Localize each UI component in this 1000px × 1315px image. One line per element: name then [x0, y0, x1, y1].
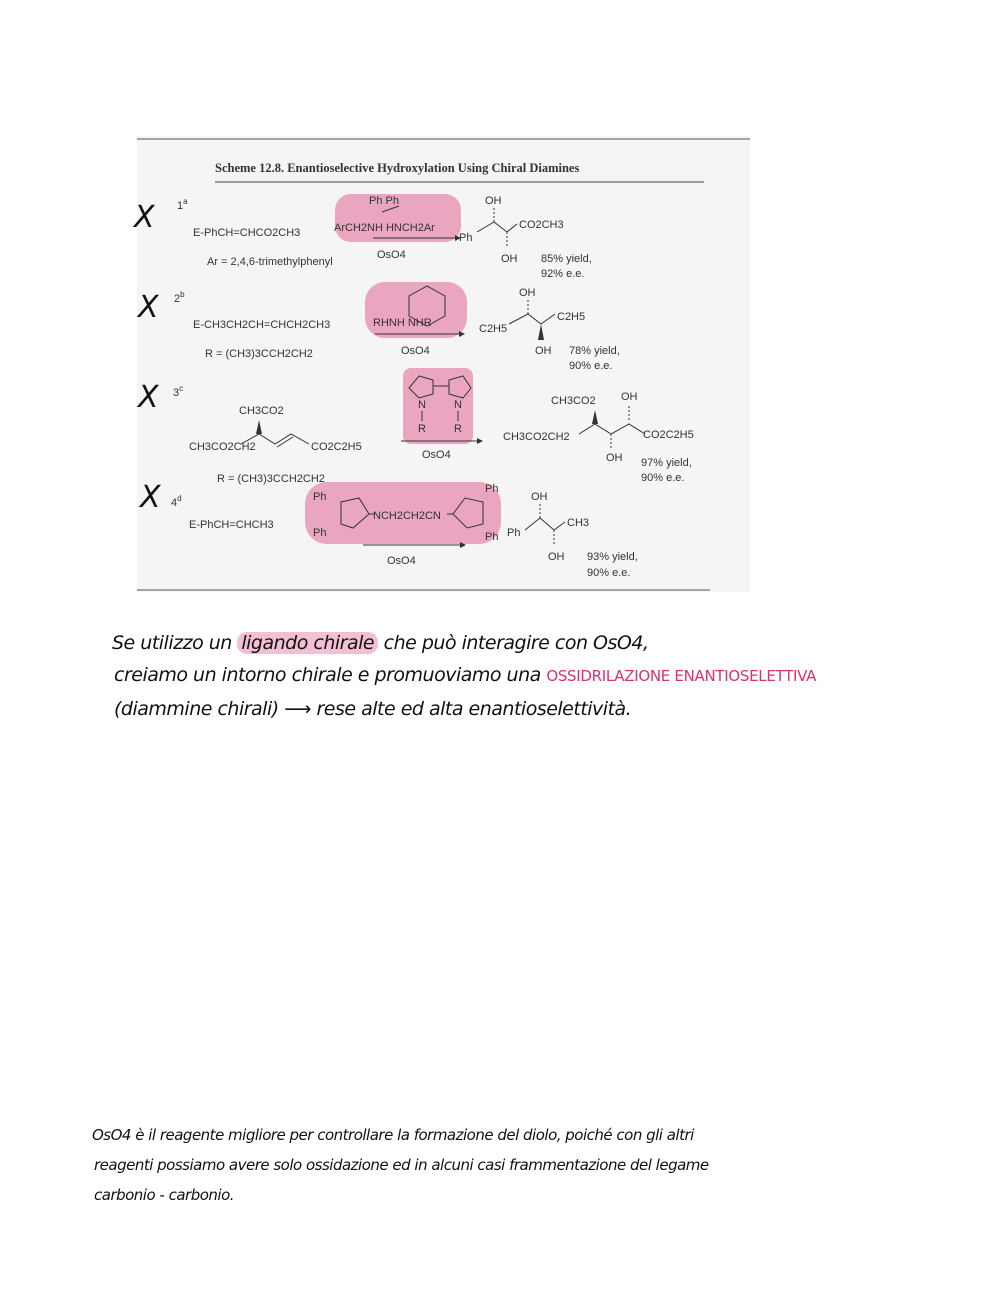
substrate-group: CO2C2H5 [311, 441, 362, 453]
ligand-label: R [454, 423, 462, 435]
entry-superscript: a [183, 197, 188, 206]
ligand-label: Ph Ph [369, 195, 399, 207]
entry-superscript: b [180, 290, 185, 299]
product-group: OH [501, 253, 518, 265]
entry-number: 3 [173, 387, 180, 399]
entry-number: 1 [177, 200, 184, 212]
product-group: OH [548, 551, 565, 563]
cross-mark: X [138, 290, 159, 325]
entry-superscript: d [177, 494, 182, 503]
substrate-group: CH3CO2 [239, 405, 284, 417]
ligand-label: Ph [485, 531, 499, 543]
substrate-group: CH3CO2CH2 [189, 441, 256, 453]
product-group: CH3CO2 [551, 395, 596, 407]
entry-superscript: c [179, 384, 184, 393]
substrate: E-CH3CH2CH=CHCH2CH3 [193, 319, 331, 331]
ligand-label: NCH2CH2CN [373, 510, 441, 522]
yield-text: 93% yield, [587, 551, 638, 563]
product-group: OH [621, 391, 638, 403]
pink-term: OSSIDRILAZIONE ENANTIOSELETTIVA [546, 667, 817, 685]
product-group: C2H5 [479, 323, 508, 335]
note-text: che può interagire con OsO4, [383, 632, 649, 654]
highlighted-term: ligando chirale [237, 632, 378, 654]
product-group: CH3 [567, 517, 590, 529]
ligand-label: Ph [313, 491, 327, 503]
product-group: OH [519, 287, 536, 299]
ee-text: 90% e.e. [641, 472, 685, 484]
ligand-label: ArCH2NH HNCH2Ar [334, 222, 435, 234]
note-line: (diammine chirali) ⟶ rese alte ed alta enantioselettività. [114, 698, 632, 720]
substrate-note: R = (CH3)3CCH2CH2 [205, 348, 313, 360]
ee-text: 90% e.e. [587, 567, 631, 579]
cross-mark: X [140, 480, 161, 515]
ligand-label: R [418, 423, 426, 435]
reagent-label: OsO4 [387, 555, 416, 567]
entry-number: 2 [174, 293, 181, 305]
scheme-title: Scheme 12.8. Enantioselective Hydroxylation Using Chiral Diamines [215, 161, 580, 175]
highlight-ligand-3 [403, 368, 473, 444]
ligand-label: Ph [485, 483, 499, 495]
scheme-svg [137, 136, 750, 592]
yield-text: 85% yield, [541, 253, 592, 265]
product-group: CH3CO2CH2 [503, 431, 570, 443]
highlight-ligand-2 [365, 282, 467, 338]
entry-number: 4 [171, 497, 178, 509]
svg-text:2b [174, 290, 185, 305]
ligand-label: N [418, 399, 426, 411]
product-group: Ph [459, 232, 473, 244]
note-line [114, 664, 816, 686]
substrate: E-PhCH=CHCH3 [189, 519, 274, 531]
note-text: creiamo un intorno chirale e promuoviamo una [114, 664, 541, 686]
product-group: OH [606, 452, 623, 464]
ligand-label: N [454, 399, 462, 411]
note-text: Se utilizzo un [112, 632, 232, 654]
note-line [112, 632, 649, 654]
ligand-label: Ph [313, 527, 327, 539]
product-group: OH [535, 345, 552, 357]
product-group: OH [531, 491, 548, 503]
note-line: reagenti possiamo avere solo ossidazione ed in alcuni casi frammentazione del legame [94, 1156, 709, 1174]
note-line: carbonio - carbonio. [94, 1186, 235, 1204]
reagent-label: OsO4 [422, 449, 451, 461]
ee-text: 90% e.e. [569, 360, 613, 372]
svg-text:3c [173, 384, 183, 399]
substrate: E-PhCH=CHCO2CH3 [193, 227, 301, 239]
cross-mark: X [138, 380, 159, 415]
substrate-note: R = (CH3)3CCH2CH2 [217, 473, 325, 485]
product-group: Ph [507, 527, 521, 539]
ee-text: 92% e.e. [541, 268, 585, 280]
product-group: OH [485, 195, 502, 207]
substrate-note: Ar = 2,4,6-trimethylphenyl [207, 256, 333, 268]
yield-text: 97% yield, [641, 457, 692, 469]
reagent-label: OsO4 [401, 345, 430, 357]
product-group: C2H5 [557, 311, 586, 323]
product-group: CO2C2H5 [643, 429, 694, 441]
product-group: CO2CH3 [519, 219, 564, 231]
svg-text:1a [177, 197, 188, 212]
reagent-label: OsO4 [377, 249, 406, 261]
cross-mark: X [134, 200, 155, 235]
scheme-figure [137, 136, 750, 592]
svg-text:4d [171, 494, 182, 509]
ligand-label: RHNH NHR [373, 317, 432, 329]
note-line: OsO4 è il reagente migliore per controllare la formazione del diolo, poiché con gli altri [92, 1126, 694, 1144]
yield-text: 78% yield, [569, 345, 620, 357]
